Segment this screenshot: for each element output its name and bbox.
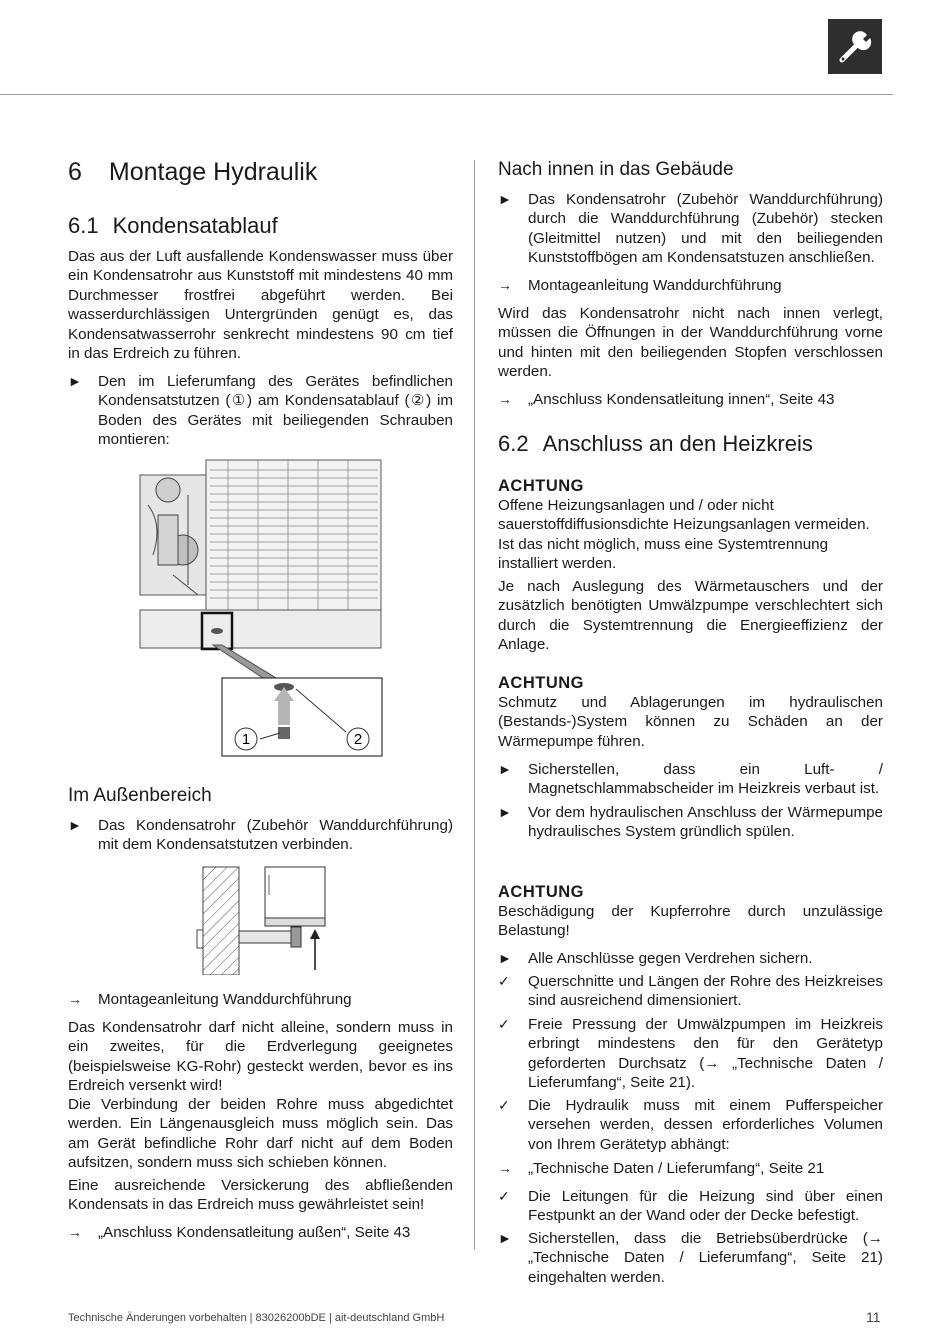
paragraph-plugs: Wird das Kondensatrohr nicht nach innen verlegt, müssen die Öffnungen in der Wanddurchführung vorne und hinten mit den beiliegenden Stopfen verschlossen werden. <box>498 305 883 381</box>
step-marker: ► <box>68 817 82 833</box>
checklist-reference[interactable] <box>498 1159 883 1178</box>
paragraph-sealing: Die Verbindung der beiden Rohre muss abgedichtet werden. Ein Längenausgleich muss möglich sein. Das am Gerät befindliche Rohr darf nicht auf dem Boden aufsitzen, sondern muss sich schieben können. <box>68 1096 453 1172</box>
item-text: „Technische Daten / Lieferumfang“, Seite 21 <box>528 1160 825 1177</box>
warning-system-separation: Ist das nicht möglich, muss eine Systemtrennung installiert werden. <box>498 536 829 573</box>
step-text: Sicherstellen, dass ein Luft- / Magnetschlammabscheider im Heizkreis verbaut ist. <box>528 761 883 798</box>
outside-heading: Im Außenbereich <box>68 785 212 806</box>
arrow-icon: → <box>498 277 512 293</box>
warning-open-systems: Offene Heizungsanlagen und / oder nicht sauerstoffdiffusionsdichte Heizungsanlagen vermeiden. <box>498 497 870 534</box>
step-text: Das Kondensatrohr (Zubehör Wanddurchführung) mit dem Kondensatstutzen verbinden. <box>98 817 453 854</box>
warning-dirt: Schmutz und Ablagerungen im hydraulischen (Bestands-)System können zu Schäden an der Wärmepumpe führen. <box>498 694 883 750</box>
checklist-item <box>498 1096 883 1154</box>
check-icon: ✓ <box>498 1016 510 1032</box>
intro-paragraph: Das aus der Luft ausfallende Kondenswasser muss über ein Kondensatrohr aus Kunststoff mit mindestens 40 mm Durchmesser frostfrei abgeführt werden. Bei wasserdurchlässigen Untergründen genügt es, das Kondensatwasserrohr senkrecht mindestens 90 cm tief in das Erdreich zu führen. <box>68 248 453 363</box>
column-divider <box>474 160 475 1250</box>
section-heading-6-2: 6.2 Anschluss an den Heizkreis <box>498 431 813 456</box>
item-marker: ► <box>498 950 512 966</box>
section-heading-6-1: 6.1 Kondensatablauf <box>68 213 278 238</box>
footer-text: Technische Änderungen vorbehalten | 83026200bDE | ait-deutschland GmbH <box>68 1312 445 1324</box>
arrow-icon: → <box>68 1224 82 1240</box>
chapter-tab <box>828 19 882 74</box>
step-connect-outside <box>68 816 453 855</box>
step-text: Den im Lieferumfang des Gerätes befindlichen Kondensatstutzen (①) am Kondensatablauf (②) im Boden des Gerätes mit beiliegenden Schrauben montieren: <box>98 373 453 449</box>
wall-passthrough-illustration <box>195 865 335 975</box>
item-text: Sicherstellen, dass die Betriebsüberdrücke (→ „Technische Daten / Lieferumfang“, Seite 21) eingehalten werden. <box>528 1230 883 1286</box>
page-number: 11 <box>866 1309 881 1325</box>
arrow-icon: → <box>498 1160 512 1176</box>
warning-title: ACHTUNG <box>498 883 584 901</box>
callout-1: 1 <box>241 731 251 748</box>
warning-efficiency: Je nach Auslegung des Wärmetauschers und der zusätzlich benötigten Umwälzpumpe verschlechtert sich durch die Systemtrennung die Energieeffizienz der Anlage. <box>498 578 883 654</box>
step-mount-nozzle <box>68 372 453 450</box>
step-marker: ► <box>498 191 512 207</box>
item-text: Alle Anschlüsse gegen Verdrehen sichern. <box>528 950 813 967</box>
step-marker: ► <box>498 804 512 820</box>
callout-2: 2 <box>353 731 363 748</box>
reference-text: Montageanleitung Wanddurchführung <box>98 991 352 1008</box>
wrench-icon <box>828 19 882 74</box>
reference-text: Montageanleitung Wanddurchführung <box>528 277 782 294</box>
warning-title: ACHTUNG <box>498 477 584 495</box>
warning-step <box>498 803 883 842</box>
paragraph-second-pipe: Das Kondensatrohr darf nicht alleine, sondern muss in ein zweites, für die Erdverlegung geeignetes (beispielsweise KG-Rohr) gesteckt werden, bevor es ins Erdreich versenkt wird! <box>68 1019 453 1095</box>
check-icon: ✓ <box>498 1097 510 1113</box>
checklist-item <box>498 1015 883 1093</box>
item-text: Freie Pressung der Umwälzpumpen im Heizkreis erbringt mindestens den für den Gerätetyp geforderten Durchsatz (→ „Technische Daten / Lieferumfang“, Seite 21). <box>528 1016 883 1092</box>
item-text: Die Hydraulik muss mit einem Pufferspeicher versehen werden, dessen erforderliches Volumen von Ihrem Gerätetyp abhängt: <box>528 1097 883 1153</box>
check-icon: ✓ <box>498 973 510 989</box>
chapter-heading: 6 Montage Hydraulik <box>68 158 318 186</box>
step-marker: ► <box>68 373 82 389</box>
reference-condensate-inside[interactable] <box>498 390 883 409</box>
checklist-item <box>498 1187 883 1226</box>
step-marker: ► <box>498 1230 512 1246</box>
reference-text: „Anschluss Kondensatleitung innen“, Seite 43 <box>528 391 835 408</box>
checklist-item <box>498 949 883 968</box>
item-text: Die Leitungen für die Heizung sind über einen Festpunkt an der Wand oder der Decke befestigt. <box>528 1188 883 1225</box>
reference-mounting-guide-inside[interactable] <box>498 276 883 295</box>
warning-copper: Beschädigung der Kupferrohre durch unzulässige Belastung! <box>498 903 883 940</box>
warning-step <box>498 760 883 799</box>
reference-mounting-guide[interactable] <box>68 990 453 1009</box>
arrow-icon: → <box>498 391 512 407</box>
check-icon: ✓ <box>498 1188 510 1204</box>
inside-heading: Nach innen in das Gebäude <box>498 159 734 180</box>
header-rule <box>0 94 893 95</box>
step-marker: ► <box>498 761 512 777</box>
arrow-icon: → <box>68 991 82 1007</box>
reference-condensate-outside[interactable] <box>68 1223 453 1242</box>
unit-drain-illustration <box>128 455 388 765</box>
step-connect-inside <box>498 190 883 268</box>
step-text: Vor dem hydraulischen Anschluss der Wärmepumpe hydraulisches System gründlich spülen. <box>528 804 883 841</box>
item-text: Querschnitte und Längen der Rohre des Heizkreises sind ausreichend dimensioniert. <box>528 973 883 1010</box>
checklist-item <box>498 1229 883 1287</box>
paragraph-seepage: Eine ausreichende Versickerung des abfließenden Kondensats in das Erdreich muss gewährleistet sein! <box>68 1177 453 1214</box>
step-text: Das Kondensatrohr (Zubehör Wanddurchführung) durch die Wanddurchführung (Zubehör) stecken (Gleitmittel nutzen) und mit den beiliegenden Kunststoffbögen am Kondensatstuzen anschließen. <box>528 191 883 267</box>
warning-title: ACHTUNG <box>498 674 584 692</box>
checklist-item <box>498 972 883 1011</box>
reference-text: „Anschluss Kondensatleitung außen“, Seite 43 <box>98 1224 411 1241</box>
